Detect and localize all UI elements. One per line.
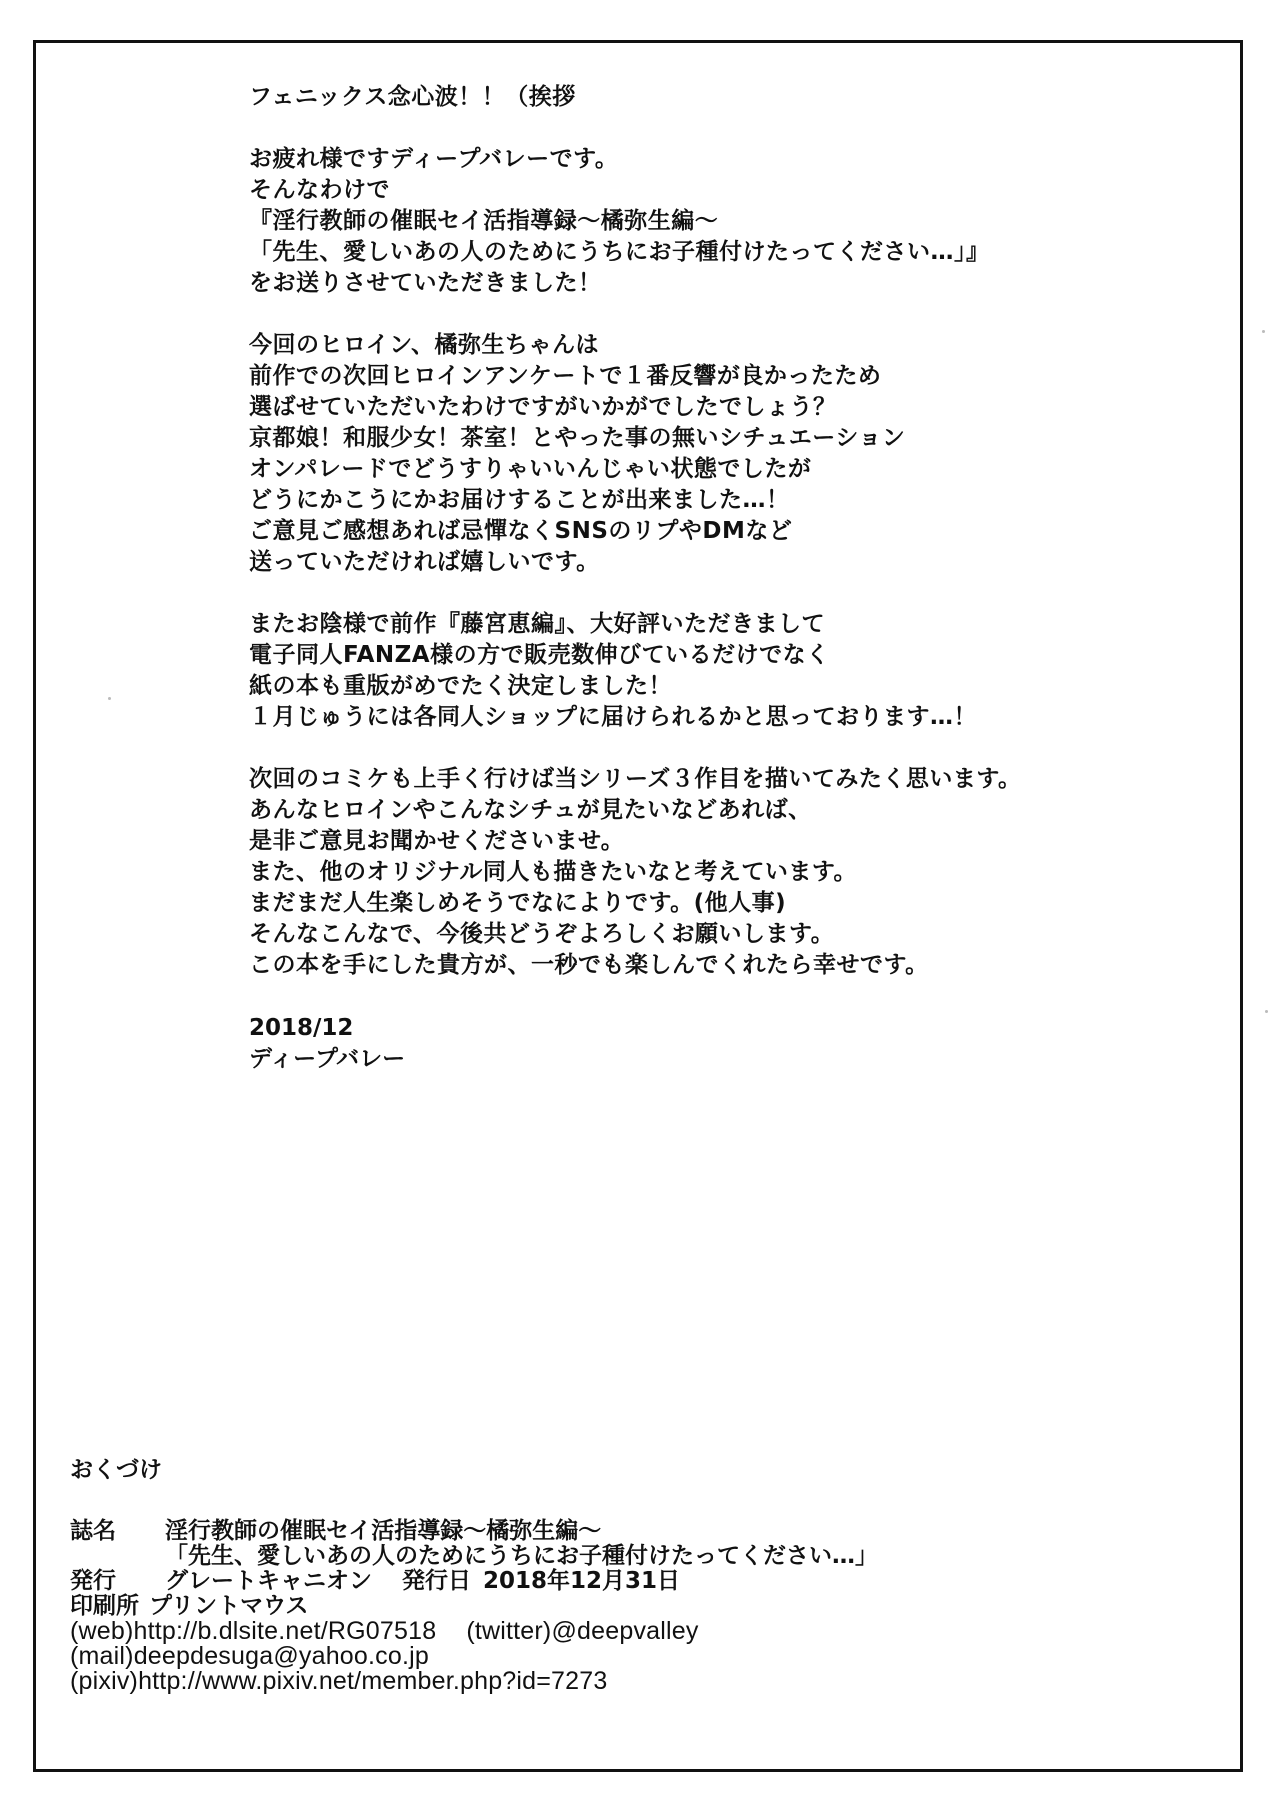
- colophon-printer-row: [70, 1594, 1220, 1619]
- afterword-line: 『淫行教師の催眠セイ活指導録～橘弥生編～: [249, 208, 719, 234]
- afterword-line: また、他のオリジナル同人も描きたいなと考えています。: [249, 859, 858, 885]
- afterword-line: そんなわけで: [249, 177, 390, 203]
- afterword-line: オンパレードでどうすりゃいいんじゃい状態でしたが: [249, 456, 812, 482]
- book-subtitle: 「先生、愛しいあの人のためにうちにお子種付けたってください…」: [165, 1543, 878, 1569]
- colophon-subtitle-row: [70, 1544, 1220, 1569]
- afterword-paragraph: [249, 330, 1149, 578]
- colophon-publisher-row: [70, 1569, 1220, 1594]
- colophon-web-row: [70, 1619, 1220, 1644]
- book-title: 淫行教師の催眠セイ活指導録～橘弥生編～: [165, 1518, 602, 1544]
- colophon: [70, 1455, 1220, 1694]
- publisher-name: グレートキャニオン: [165, 1568, 372, 1594]
- mail-address: (mail)deepdesuga@yahoo.co.jp: [70, 1642, 429, 1670]
- afterword-line: 電子同人FANZA様の方で販売数伸びているだけでなく: [249, 642, 830, 668]
- afterword-line: １月じゅうには各同人ショップに届けられるかと思っております…！: [249, 704, 978, 730]
- pub-date-label: 発行日: [402, 1568, 471, 1594]
- colophon-pixiv-row: [70, 1669, 1220, 1694]
- afterword-line: そんなこんなで、今後共どうぞよろしくお願いします。: [249, 921, 835, 947]
- afterword-paragraph: [249, 82, 1149, 113]
- afterword-line: まだまだ人生楽しめそうでなによりです。(他人事): [249, 890, 787, 916]
- afterword-line: お疲れ様ですディープバレーです。: [249, 146, 619, 172]
- pub-date: 2018年12月31日: [483, 1568, 681, 1594]
- afterword-line: 前作での次回ヒロインアンケートで１番反響が良かったため: [249, 363, 882, 389]
- colophon-heading: おくづけ: [70, 1457, 162, 1483]
- afterword-paragraph: [249, 609, 1149, 733]
- afterword-line: この本を手にした貴方が、一秒でも楽しんでくれたら幸せです。: [249, 952, 929, 978]
- scan-speck: [1262, 330, 1265, 333]
- colophon-title-row: [70, 1519, 1220, 1544]
- printer-name: プリントマウス: [149, 1593, 309, 1619]
- afterword-text: [249, 82, 1149, 1012]
- afterword-line: 今回のヒロイン、橘弥生ちゃんは: [249, 332, 599, 358]
- afterword-line: 選ばせていただいたわけですがいかがでしたでしょう？: [249, 394, 837, 420]
- afterword-line: 是非ご意見お聞かせくださいませ。: [249, 828, 625, 854]
- web-link: (web)http://b.dlsite.net/RG07518: [70, 1617, 437, 1645]
- afterword-paragraph: [249, 144, 1149, 299]
- signature-date: 2018/12: [249, 1015, 354, 1041]
- scan-speck: [108, 697, 111, 700]
- pixiv-link: (pixiv)http://www.pixiv.net/member.php?id=7273: [70, 1667, 608, 1695]
- afterword-line: ご意見ご感想あれば忌憚なくSNSのリプやDMなど: [249, 518, 793, 544]
- afterword-line: どうにかこうにかお届けすることが出来ました…！: [249, 487, 790, 513]
- printer-label: 印刷所: [70, 1593, 139, 1619]
- publisher-label: 発行: [70, 1568, 116, 1594]
- afterword-line: 次回のコミケも上手く行けば当シリーズ３作目を描いてみたく思います。: [249, 766, 1022, 792]
- afterword-line: 京都娘！和服少女！茶室！とやった事の無いシチュエーション: [249, 425, 906, 451]
- colophon-mail-row: [70, 1644, 1220, 1669]
- afterword-line: フェニックス念心波！！（挨拶: [249, 84, 576, 110]
- afterword-line: 送っていただければ嬉しいです。: [249, 549, 600, 575]
- afterword-signature: [249, 1013, 405, 1075]
- twitter-handle: (twitter)@deepvalley: [466, 1617, 699, 1645]
- afterword-line: をお送りさせていただきました！: [249, 270, 602, 296]
- afterword-line: またお陰様で前作『藤宮恵編』、大好評いただきまして: [249, 611, 825, 637]
- title-label: 誌名: [70, 1518, 116, 1544]
- afterword-line: あんなヒロインやこんなシチュが見たいなどあれば、: [249, 797, 812, 823]
- afterword-line: 「先生、愛しいあの人のためにうちにお子種付けたってください…」』: [249, 239, 990, 265]
- scan-speck: [1265, 1010, 1268, 1013]
- afterword-paragraph: [249, 764, 1149, 981]
- afterword-line: 紙の本も重版がめでたく決定しました！: [249, 673, 672, 699]
- signature-author: ディープバレー: [249, 1046, 406, 1072]
